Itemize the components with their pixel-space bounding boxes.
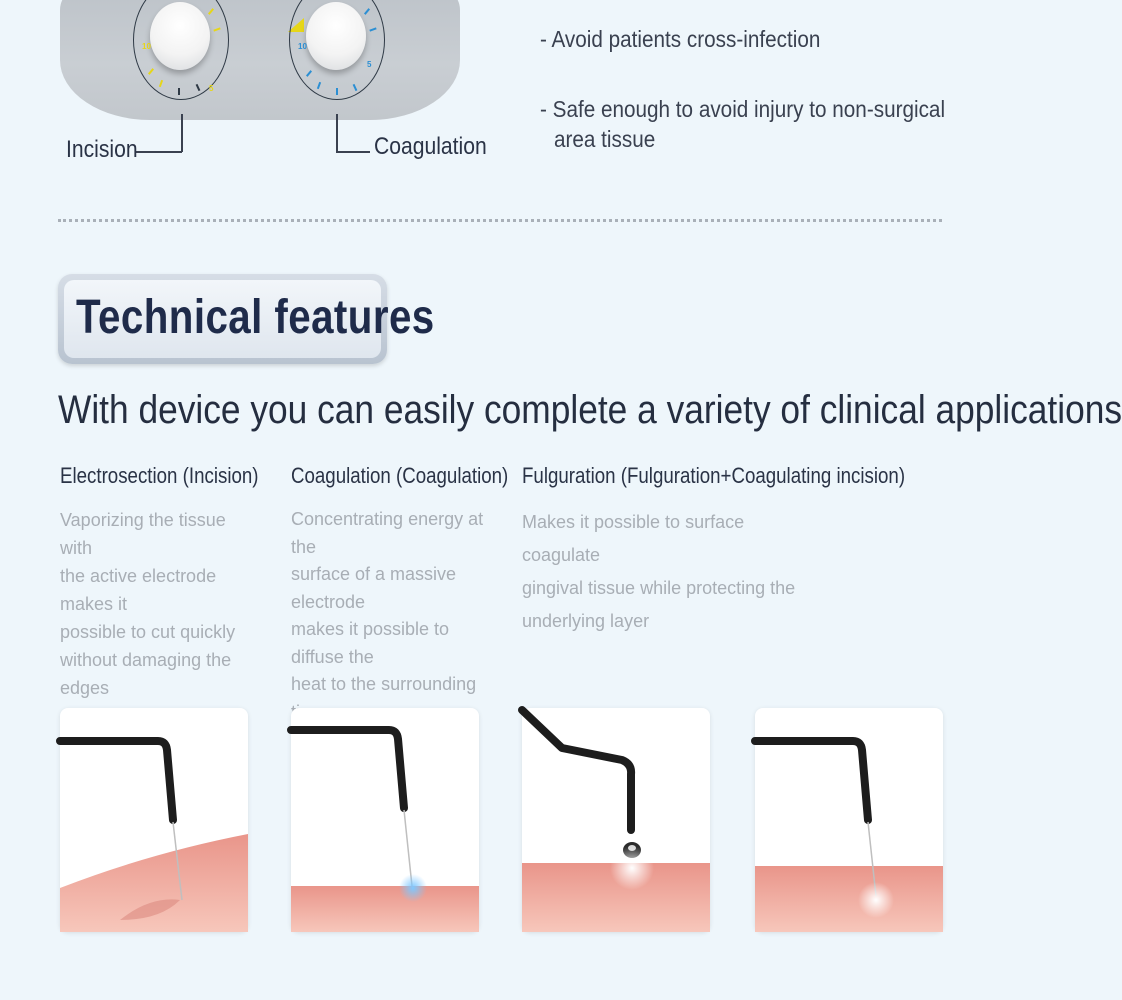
incision-callout-line (181, 114, 183, 152)
column-text-line: surface of a massive electrode (291, 564, 457, 612)
tissue-surface (291, 886, 479, 932)
card-coagulation (291, 708, 479, 932)
device-illustration (60, 0, 460, 120)
electrode-handle (291, 730, 404, 808)
incision-scale-max: 10 (142, 42, 151, 51)
section-badge (58, 274, 435, 364)
card-fulguration (522, 708, 710, 932)
electrode-handle (755, 741, 868, 820)
incision-callout-line (136, 151, 182, 153)
column-text-electrosection (60, 506, 260, 730)
benefit-item-continuation: area tissue (554, 126, 656, 152)
incision-glow (858, 882, 894, 918)
column-text-line: possible to cut quickly (60, 622, 236, 642)
section-headline: With device you can easily complete a variety of clinical applications (58, 388, 1122, 432)
electrode-handle (522, 710, 631, 830)
column-title-fulguration: Fulguration (Fulguration+Coagulating incision) (522, 463, 906, 488)
incision-label: Incision (66, 136, 138, 163)
column-text-fulguration (522, 506, 822, 638)
electrode-handle (60, 741, 173, 820)
tissue-surface (755, 866, 943, 932)
fulguration-glow (610, 846, 654, 890)
card-coagulating-incision (755, 708, 943, 932)
coagulation-knob (306, 2, 366, 70)
column-text-line: makes it possible to diffuse the (291, 619, 450, 667)
tissue-surface (60, 834, 248, 932)
section-title: Technical features (76, 291, 435, 344)
incision-scale-mid: 5 (209, 84, 214, 93)
benefit-item: - Avoid patients cross-infection (540, 26, 821, 52)
coagulation-label: Coagulation (374, 133, 487, 160)
column-title-electrosection: Electrosection (Incision) (60, 463, 259, 488)
column-text-line: underlying layer (522, 611, 650, 631)
coagulation-glow (399, 874, 427, 902)
column-text-line: Makes it possible to surface coagulate (522, 512, 745, 565)
coagulation-tick (336, 88, 338, 95)
coagulation-scale-mid: 5 (367, 60, 372, 69)
incision-tick (178, 88, 180, 95)
card-electrosection (60, 708, 248, 932)
column-title-coagulation: Coagulation (Coagulation) (291, 463, 509, 488)
column-text-line: without damaging the edges (60, 650, 232, 698)
coagulation-callout-line (336, 151, 370, 153)
column-text-line: heat to the surrounding (291, 674, 477, 694)
column-text-line: Concentrating energy at the (291, 509, 484, 557)
coagulation-scale-max: 10 (298, 42, 307, 51)
coagulation-callout-line (336, 114, 338, 152)
benefit-item: - Safe enough to avoid injury to non-surgical (540, 96, 946, 122)
incision-knob (150, 2, 210, 70)
column-text-line: the active electrode makes it (60, 566, 217, 614)
dotted-divider (58, 219, 942, 222)
column-text-line: Vaporizing the tissue with (60, 510, 226, 558)
column-text-line: gingival tissue while protecting the (522, 578, 796, 598)
